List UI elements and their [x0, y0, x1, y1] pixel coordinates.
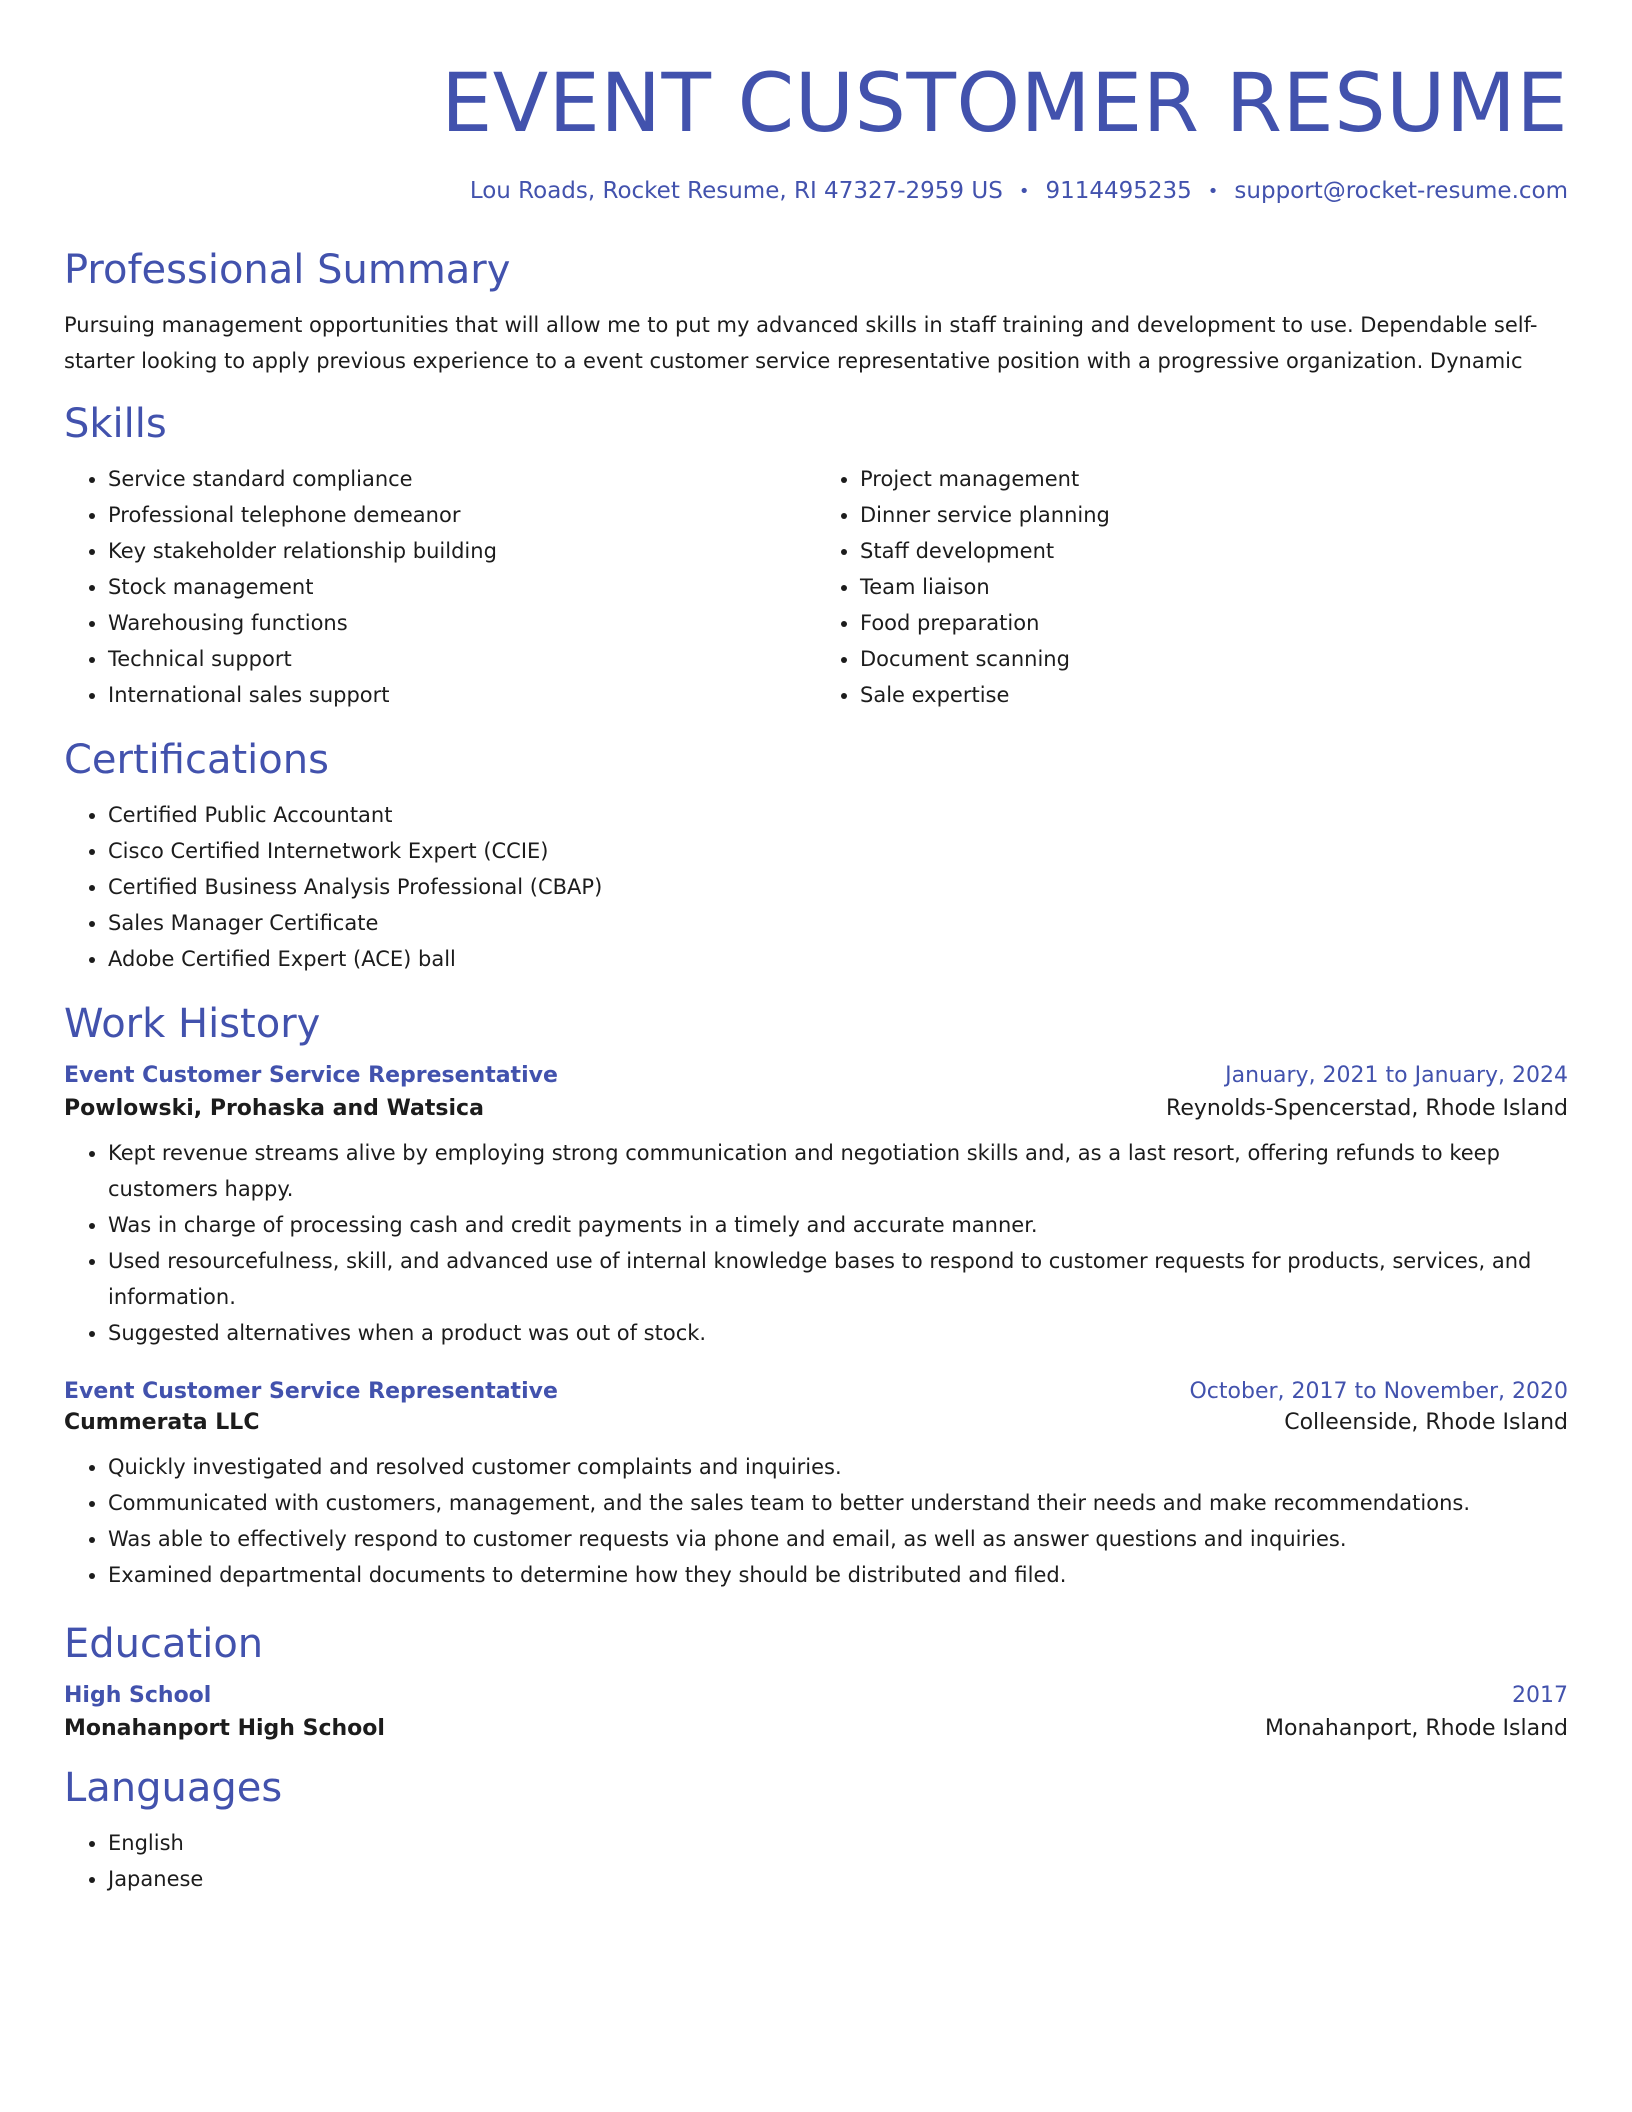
job-company-row	[64, 1096, 1568, 1121]
job-bullets	[64, 1449, 1568, 1593]
skill-item: • Professional telephone demeanor	[108, 497, 816, 533]
languages-list	[64, 1825, 1568, 1897]
skill-item: • Staff development	[860, 533, 1568, 569]
certification-item: • Sales Manager Certificate	[108, 905, 1568, 941]
skills-columns	[64, 461, 1568, 713]
contact-address: Lou Roads, Rocket Resume, RI 47327-2959 US	[469, 178, 1003, 204]
certifications-list	[64, 797, 1568, 977]
job-bullet: • Quickly investigated and resolved customer complaints and inquiries.	[108, 1449, 1568, 1485]
work-history-section	[64, 999, 1568, 1593]
education-section	[64, 1619, 1568, 1741]
job-title: Event Customer Service Representative	[64, 1063, 558, 1088]
skill-item: • Key stakeholder relationship building	[108, 533, 816, 569]
job-header-row	[64, 1063, 1568, 1088]
job-company: Cummerata LLC	[64, 1410, 260, 1435]
job-location: Colleenside, Rhode Island	[1284, 1410, 1568, 1435]
job-bullet: • Kept revenue streams alive by employing strong communication and negotiation skills and, as a last resort, offering refunds to keep customers happy.	[108, 1135, 1568, 1207]
summary-section	[64, 245, 1568, 379]
language-item: • English	[108, 1825, 1568, 1861]
section-title-skills: Skills	[64, 401, 167, 447]
job-company-row	[64, 1410, 1568, 1435]
education-header-row	[64, 1683, 1568, 1708]
section-title-education: Education	[64, 1621, 264, 1667]
skill-item: • Food preparation	[860, 605, 1568, 641]
certifications-section	[64, 735, 1568, 977]
section-title-summary: Professional Summary	[64, 247, 511, 293]
skill-item: • International sales support	[108, 677, 816, 713]
skill-item: • Warehousing functions	[108, 605, 816, 641]
summary-text: Pursuing management opportunities that will allow me to put my advanced skills in staff training and development to use. Dependable self-starter looking to apply previous experience to a event customer service representative position with a progressive organization. Dynamic	[64, 313, 1538, 373]
job-title: Event Customer Service Representative	[64, 1379, 558, 1404]
job-location: Reynolds-Spencerstad, Rhode Island	[1166, 1096, 1568, 1121]
education-degree: High School	[64, 1683, 212, 1708]
contact-separator: •	[1207, 181, 1219, 202]
skill-item: • Technical support	[108, 641, 816, 677]
education-location: Monahanport, Rhode Island	[1265, 1716, 1568, 1741]
job-entry	[64, 1063, 1568, 1351]
contact-line	[64, 176, 1568, 207]
job-dates: October, 2017 to November, 2020	[1189, 1379, 1568, 1404]
job-bullet: • Was able to effectively respond to customer requests via phone and email, as well as answer questions and inquiries.	[108, 1521, 1568, 1557]
certification-item: • Certified Public Accountant	[108, 797, 1568, 833]
skill-item: • Team liaison	[860, 569, 1568, 605]
skills-list-right	[816, 461, 1568, 713]
job-bullets	[64, 1135, 1568, 1351]
section-title-work-history: Work History	[64, 1001, 321, 1047]
skill-item: • Sale expertise	[860, 677, 1568, 713]
job-header-row	[64, 1379, 1568, 1404]
skill-item: • Document scanning	[860, 641, 1568, 677]
contact-phone[interactable]: 9114495235	[1045, 178, 1192, 204]
skill-item: • Project management	[860, 461, 1568, 497]
job-bullet: • Suggested alternatives when a product was out of stock.	[108, 1315, 1568, 1351]
section-title-certifications: Certifications	[64, 737, 329, 783]
skill-item: • Stock management	[108, 569, 816, 605]
job-company: Powlowski, Prohaska and Watsica	[64, 1096, 484, 1121]
education-school: Monahanport High School	[64, 1716, 385, 1741]
languages-section	[64, 1763, 1568, 1897]
contact-separator: •	[1018, 181, 1030, 202]
job-bullet: • Used resourcefulness, skill, and advanced use of internal knowledge bases to respond to customer requests for products, services, and information.	[108, 1243, 1568, 1315]
certification-item: • Adobe Certified Expert (ACE) ball	[108, 941, 1568, 977]
job-bullet: • Examined departmental documents to determine how they should be distributed and filed.	[108, 1557, 1568, 1593]
skill-item: • Dinner service planning	[860, 497, 1568, 533]
skills-section	[64, 399, 1568, 713]
education-school-row	[64, 1716, 1568, 1741]
skills-list-left	[64, 461, 816, 713]
job-entry	[64, 1379, 1568, 1593]
job-bullet: • Was in charge of processing cash and credit payments in a timely and accurate manner.	[108, 1207, 1568, 1243]
language-item: • Japanese	[108, 1861, 1568, 1897]
contact-email[interactable]: support@rocket-resume.com	[1234, 178, 1568, 204]
section-title-languages: Languages	[64, 1765, 283, 1811]
job-bullet: • Communicated with customers, management, and the sales team to better understand their needs and make recommendations.	[108, 1485, 1568, 1521]
resume-page	[64, 54, 1568, 1897]
resume-title: EVENT CUSTOMER RESUME	[441, 57, 1568, 151]
job-dates: January, 2021 to January, 2024	[1225, 1063, 1568, 1088]
certification-item: • Certified Business Analysis Professional (CBAP)	[108, 869, 1568, 905]
certification-item: • Cisco Certified Internetwork Expert (CCIE)	[108, 833, 1568, 869]
skill-item: • Service standard compliance	[108, 461, 816, 497]
education-year: 2017	[1512, 1683, 1568, 1708]
